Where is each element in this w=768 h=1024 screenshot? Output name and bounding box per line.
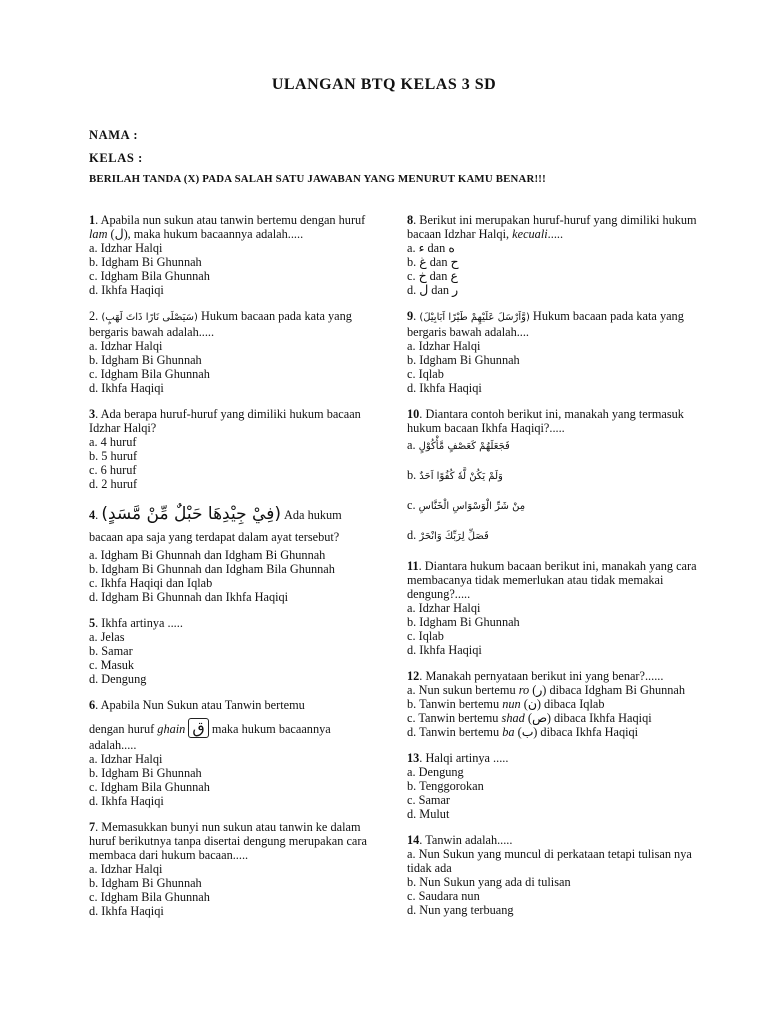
arabic-verse: (سَيَصْلَى نَارًا ذَاتَ لَهَبٍ) — [101, 312, 198, 323]
question-number: 1 — [89, 213, 96, 227]
question-text — [407, 833, 697, 847]
question-text — [407, 669, 697, 683]
option-text: c. Tanwin bertemu — [407, 711, 502, 725]
question-12 — [407, 669, 697, 739]
question-9 — [407, 309, 697, 395]
option-a[interactable]: a. Idzhar Halqi — [89, 241, 163, 255]
question-text — [89, 503, 374, 548]
question-number: 7 — [89, 820, 96, 834]
option-b[interactable]: b. Tenggorokan — [407, 779, 484, 793]
arabic-verse: وَلَمْ يَكُنْ لَّهٗ كُفُوًا اَحَدٌ — [419, 471, 503, 482]
question-word: lam — [89, 227, 108, 241]
question-text — [407, 309, 697, 339]
option-b[interactable] — [407, 465, 697, 487]
option-c[interactable]: c. 6 huruf — [89, 463, 137, 477]
option-d[interactable]: d. Ikhfa Haqiqi — [89, 283, 164, 297]
option-text: d. Tanwin bertemu — [407, 725, 503, 739]
class-field-label: KELAS : — [89, 151, 143, 165]
option-b[interactable]: b. Idgham Bi Ghunnah — [407, 615, 520, 629]
option-text: (ص) dibaca Ikhfa Haqiqi — [524, 711, 652, 725]
option-b[interactable]: b. Idgham Bi Ghunnah — [89, 255, 202, 269]
option-c[interactable]: c. خ dan ع — [407, 269, 458, 283]
question-text-part: . Diantara hukum bacaan berikut ini, manakah yang cara membacanya tidak memerlukan atau tidak memakai dengung?..... — [407, 559, 697, 601]
question-number: 5 — [89, 616, 96, 630]
question-text-part: . Tanwin adalah..... — [419, 833, 513, 847]
question-11 — [407, 559, 697, 657]
question-6 — [89, 698, 374, 808]
option-text: (ن) dibaca Iqlab — [520, 697, 605, 711]
question-number: 10 — [407, 407, 420, 421]
option-text: (ر) dibaca Idgham Bi Ghunnah — [529, 683, 686, 697]
option-b[interactable] — [407, 697, 697, 711]
question-text — [89, 820, 374, 862]
question-text — [89, 309, 374, 339]
option-b[interactable]: b. Idgham Bi Ghunnah — [89, 876, 202, 890]
question-number: 13 — [407, 751, 420, 765]
question-13 — [407, 751, 697, 821]
question-3 — [89, 407, 374, 491]
option-a[interactable]: a. ء dan ه — [407, 241, 455, 255]
option-a[interactable]: a. Idzhar Halqi — [89, 752, 163, 766]
option-c[interactable]: c. Idgham Bila Ghunnah — [89, 367, 210, 381]
question-text-part: dengan huruf — [89, 722, 158, 736]
question-8 — [407, 213, 697, 297]
question-number: 9 — [407, 309, 414, 323]
question-text — [89, 698, 374, 712]
question-number: 8 — [407, 213, 414, 227]
option-c[interactable]: c. Idgham Bila Ghunnah — [89, 780, 210, 794]
question-text-part: . — [95, 508, 102, 522]
option-a[interactable] — [407, 683, 697, 697]
question-number: 6 — [89, 698, 96, 712]
option-a[interactable]: a. Idzhar Halqi — [407, 339, 481, 353]
question-text-part: . — [413, 309, 420, 323]
arabic-verse: (وَّاَرْسَلَ عَلَيْهِمْ طَيْرًا اَبَابِيْلَ) — [419, 312, 530, 323]
question-text-part: maka hukum bacaannya adalah..... — [89, 722, 331, 752]
question-number: 11 — [407, 559, 419, 573]
question-text-part: . Ada berapa huruf-huruf yang dimiliki hukum bacaan Idzhar Halqi? — [89, 407, 361, 435]
question-14 — [407, 833, 697, 917]
option-c[interactable]: c. Samar — [407, 793, 451, 807]
arabic-letter-box: ق — [188, 718, 208, 738]
right-column — [407, 213, 697, 929]
option-d[interactable]: d. Ikhfa Haqiqi — [89, 794, 164, 808]
question-text-part: Hukum bacaan pada kata yang bergaris bawah adalah.... — [407, 309, 684, 339]
question-text — [407, 751, 697, 765]
option-d[interactable]: d. Dengung — [89, 672, 147, 686]
question-text-part: . Apabila nun sukun atau tanwin bertemu dengan huruf — [95, 213, 366, 227]
question-number: 3 — [89, 407, 96, 421]
question-text — [89, 407, 374, 435]
left-column — [89, 213, 374, 930]
question-text-part: . Diantara contoh berikut ini, manakah yang termasuk hukum bacaan Ikhfa Haqiqi?..... — [407, 407, 684, 435]
question-text — [407, 559, 697, 601]
question-text-part: . Apabila Nun Sukun atau Tanwin bertemu — [95, 698, 305, 712]
question-text — [89, 718, 374, 752]
option-d[interactable] — [407, 525, 697, 547]
question-text-part: (ل), maka hukum bacaannya adalah..... — [107, 227, 304, 241]
option-c[interactable]: c. Saudara nun — [407, 889, 480, 903]
option-b[interactable]: b. Idgham Bi Ghunnah dan Idgham Bila Ghunnah — [89, 562, 335, 576]
option-label: d. — [407, 528, 420, 542]
option-a[interactable]: a. 4 huruf — [89, 435, 137, 449]
option-text: (ب) dibaca Ikhfa Haqiqi — [514, 725, 639, 739]
question-text-part: . Memasukkan bunyi nun sukun atau tanwin ke dalam huruf berikutnya tanpa disertai dengung merupakan cara membaca dari hukum bacaan..... — [89, 820, 367, 862]
question-text-part: . Ikhfa artinya ..... — [95, 616, 183, 630]
arabic-verse: مِنْ شَرِّ الْوَسْوَاسِ الْخَنَّاسِ — [418, 501, 526, 512]
option-b[interactable]: b. غ dan ح — [407, 255, 459, 269]
question-7 — [89, 820, 374, 918]
option-a[interactable]: a. Dengung — [407, 765, 464, 779]
option-a[interactable]: a. Idgham Bi Ghunnah dan Idgham Bi Ghunnah — [89, 548, 326, 562]
option-a[interactable]: a. Idzhar Halqi — [89, 862, 163, 876]
option-d[interactable]: d. Ikhfa Haqiqi — [407, 643, 482, 657]
question-1 — [89, 213, 374, 297]
option-text: a. Nun sukun bertemu — [407, 683, 519, 697]
instruction-text: BERILAH TANDA (X) PADA SALAH SATU JAWABAN YANG MENURUT KAMU BENAR!!! — [89, 173, 546, 185]
option-d[interactable]: d. Idgham Bi Ghunnah dan Ikhfa Haqiqi — [89, 590, 289, 604]
option-b[interactable]: b. Idgham Bi Ghunnah — [89, 353, 202, 367]
option-c[interactable]: c. Iqlab — [407, 367, 444, 381]
option-a[interactable]: a. Idzhar Halqi — [89, 339, 163, 353]
option-c[interactable]: c. Ikhfa Haqiqi dan Iqlab — [89, 576, 213, 590]
option-c[interactable] — [407, 711, 697, 725]
option-b[interactable]: b. Samar — [89, 644, 133, 658]
option-d[interactable]: d. Ikhfa Haqiqi — [89, 381, 164, 395]
question-text-part: . Halqi artinya ..... — [419, 751, 509, 765]
name-field-label: NAMA : — [89, 128, 139, 142]
option-c[interactable]: c. Idgham Bila Ghunnah — [89, 890, 210, 904]
question-word: ghain — [157, 722, 186, 736]
question-text-part: . Berikut ini merupakan huruf-huruf yang dimiliki hukum bacaan Idzhar Halqi, — [407, 213, 697, 241]
option-a[interactable] — [407, 435, 697, 457]
question-text — [407, 407, 697, 435]
option-d[interactable] — [407, 725, 697, 739]
page-title: ULANGAN BTQ KELAS 3 SD — [271, 76, 497, 93]
question-number: 2. — [89, 309, 99, 323]
question-word: kecuali — [512, 227, 548, 241]
arabic-verse: فَصَلِّ لِرَبِّكَ وَانْحَرْ — [419, 531, 489, 542]
question-number: 4 — [89, 508, 96, 522]
option-c[interactable]: c. Idgham Bila Ghunnah — [89, 269, 210, 283]
option-text: b. Tanwin bertemu — [407, 697, 503, 711]
option-c[interactable]: c. Masuk — [89, 658, 135, 672]
option-b[interactable]: b. Nun Sukun yang ada di tulisan — [407, 875, 571, 889]
question-text — [89, 213, 374, 241]
option-word: ro — [518, 683, 530, 697]
question-number: 14 — [407, 833, 420, 847]
option-label: b. — [407, 468, 420, 482]
question-text — [407, 213, 697, 241]
question-text-part: Ada hukum bacaan apa saja yang terdapat dalam ayat tersebut? — [89, 508, 342, 544]
question-text-part: ..... — [547, 227, 564, 241]
question-text — [89, 616, 374, 630]
option-word: nun — [502, 697, 521, 711]
option-d[interactable]: d. Nun yang terbuang — [407, 903, 514, 917]
option-label: a. — [407, 438, 419, 452]
arabic-verse: فَجَعَلَهُمْ كَعَصْفٍ مَّأْكُوْلٍ — [418, 441, 510, 452]
question-number: 12 — [407, 669, 420, 683]
option-a[interactable]: a. Nun Sukun yang muncul di perkataan tetapi tulisan nya tidak ada — [407, 847, 692, 875]
option-b[interactable]: b. 5 huruf — [89, 449, 138, 463]
option-a[interactable]: a. Idzhar Halqi — [407, 601, 481, 615]
option-b[interactable]: b. Idgham Bi Ghunnah — [89, 766, 202, 780]
option-d[interactable]: d. 2 huruf — [89, 477, 138, 491]
option-c[interactable] — [407, 495, 697, 517]
question-2 — [89, 309, 374, 395]
option-d[interactable]: d. Ikhfa Haqiqi — [407, 381, 482, 395]
question-5 — [89, 616, 374, 686]
option-d[interactable]: d. Ikhfa Haqiqi — [89, 904, 164, 918]
arabic-verse: (فِيْ جِيْدِهَا حَبْلٌ مِّنْ مَّسَدٍ) — [101, 504, 281, 524]
option-d[interactable]: d. ل dan ر — [407, 283, 459, 297]
question-4 — [89, 503, 374, 604]
option-d[interactable]: d. Mulut — [407, 807, 450, 821]
question-10 — [407, 407, 697, 547]
question-text-part: Hukum bacaan pada kata yang bergaris bawah adalah..... — [89, 309, 352, 339]
option-word: shad — [501, 711, 525, 725]
option-word: ba — [502, 725, 515, 739]
option-b[interactable]: b. Idgham Bi Ghunnah — [407, 353, 520, 367]
option-label: c. — [407, 498, 419, 512]
option-a[interactable]: a. Jelas — [89, 630, 125, 644]
option-c[interactable]: c. Iqlab — [407, 629, 444, 643]
question-text-part: . Manakah pernyataan berikut ini yang benar?...... — [419, 669, 664, 683]
